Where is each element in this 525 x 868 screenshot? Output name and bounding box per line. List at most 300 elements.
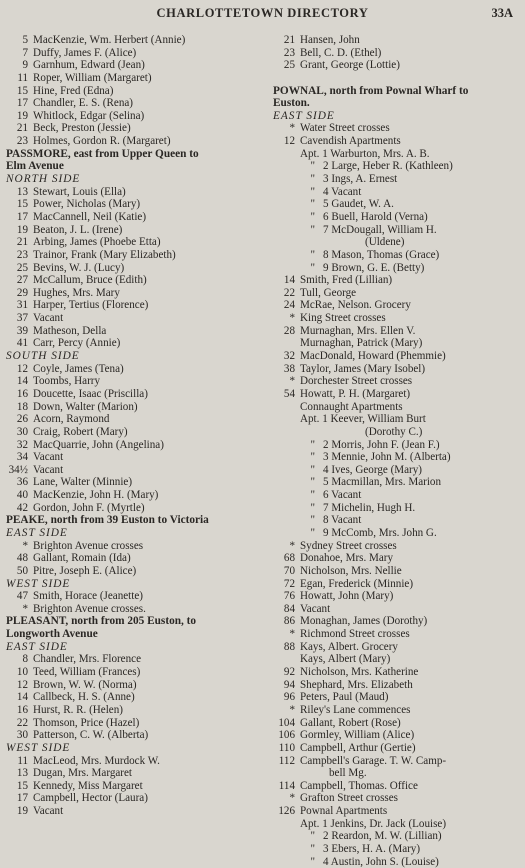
house-number: 12 bbox=[283, 135, 295, 148]
entry-text: 3 Ebers, H. A. (Mary) bbox=[323, 843, 421, 855]
entry-text: Craig, Robert (Mary) bbox=[33, 425, 128, 438]
directory-entry bbox=[6, 401, 268, 414]
entry-text: Peters, Paul (Maud) bbox=[300, 691, 389, 704]
house-number: 21 bbox=[16, 236, 28, 249]
entry-text: 9 McComb, Mrs. John G. bbox=[323, 526, 437, 539]
house-number: " bbox=[310, 198, 315, 211]
entry-text: Vacant bbox=[300, 602, 331, 615]
directory-entry bbox=[6, 805, 268, 818]
house-number: 126 bbox=[278, 805, 295, 818]
entry-text: Elm Avenue bbox=[6, 160, 64, 173]
entry-text: 5 Gaudet, W. A. bbox=[323, 198, 394, 211]
entry-text: PEAKE, north from 39 Euston to Victoria bbox=[6, 514, 209, 527]
directory-entry bbox=[6, 565, 268, 578]
directory-entry bbox=[273, 540, 523, 553]
entry-text: MacKenzie, John H. (Mary) bbox=[33, 489, 159, 502]
directory-entry bbox=[6, 603, 268, 616]
street-heading bbox=[6, 615, 268, 628]
entry-text: WEST SIDE bbox=[6, 577, 71, 590]
entry-text: 2 Reardon, M. W. (Lillian) bbox=[323, 830, 442, 843]
entry-text: PASSMORE, east from Upper Queen to bbox=[6, 147, 199, 160]
entry-text: Garnhum, Edward (Jean) bbox=[33, 59, 145, 72]
directory-entry bbox=[6, 198, 268, 211]
directory-entry bbox=[273, 628, 523, 641]
house-number: 38 bbox=[283, 362, 295, 375]
entry-text: Apt. 1 Warburton, Mrs. A. B. bbox=[300, 147, 430, 160]
entry-text: Egan, Frederick (Minnie) bbox=[300, 577, 414, 590]
entry-text: Kennedy, Miss Margaret bbox=[33, 779, 143, 792]
house-number: 11 bbox=[17, 754, 28, 767]
directory-entry bbox=[273, 337, 523, 350]
directory-entry bbox=[6, 110, 268, 123]
house-number: 15 bbox=[16, 198, 28, 211]
directory-entry bbox=[6, 312, 268, 325]
entry-text: Doucette, Isaac (Priscilla) bbox=[33, 387, 148, 400]
entry-text: Chandler, E. S. (Rena) bbox=[33, 97, 133, 110]
directory-entry bbox=[6, 451, 268, 464]
directory-entry bbox=[6, 439, 268, 452]
house-number: 25 bbox=[16, 261, 28, 274]
apartment-unit-entry bbox=[273, 476, 523, 489]
apartment-entry bbox=[273, 148, 523, 161]
entry-text: Campbell's Garage. T. W. Camp- bbox=[300, 754, 447, 767]
house-number: " bbox=[310, 463, 315, 476]
entry-text: Whitlock, Edgar (Selina) bbox=[33, 109, 145, 122]
apartment-unit-entry bbox=[273, 514, 523, 527]
house-number: 94 bbox=[283, 678, 295, 691]
house-number: 106 bbox=[278, 729, 295, 742]
entry-text: 9 Brown, G. E. (Betty) bbox=[323, 261, 425, 274]
directory-entry bbox=[6, 363, 268, 376]
house-number: " bbox=[310, 514, 315, 527]
house-number: 12 bbox=[16, 362, 28, 375]
house-number: 8 bbox=[22, 653, 28, 666]
apartment-entry bbox=[273, 818, 523, 831]
house-number: 112 bbox=[278, 754, 295, 767]
entry-text: Gallant, Romain (Ida) bbox=[33, 552, 131, 565]
house-number: " bbox=[310, 261, 315, 274]
house-number: 17 bbox=[16, 792, 28, 805]
directory-entry bbox=[6, 767, 268, 780]
entry-text: Brighton Avenue crosses bbox=[33, 539, 144, 552]
house-number: 50 bbox=[16, 564, 28, 577]
entry-text: 3 Mennie, John M. (Alberta) bbox=[323, 451, 451, 464]
entry-text: Beaton, J. L. (Irene) bbox=[33, 223, 123, 236]
house-number: " bbox=[310, 855, 315, 868]
entry-text: Gallant, Robert (Rose) bbox=[300, 716, 401, 729]
entry-text: Hurst, R. R. (Helen) bbox=[33, 703, 123, 716]
entry-text: Smith, Horace (Jeanette) bbox=[33, 590, 143, 603]
entry-text: EAST SIDE bbox=[6, 526, 68, 539]
entry-text: Vacant bbox=[33, 805, 64, 818]
house-number: " bbox=[310, 843, 315, 855]
directory-entry bbox=[6, 729, 268, 742]
directory-entry bbox=[273, 388, 523, 401]
entry-text: MacKenzie, Wm. Herbert (Annie) bbox=[33, 34, 186, 46]
directory-entry bbox=[273, 691, 523, 704]
house-number: 27 bbox=[16, 274, 28, 287]
entry-text: EAST SIDE bbox=[6, 640, 68, 653]
house-number: * bbox=[289, 792, 295, 805]
house-number: 9 bbox=[22, 59, 28, 72]
side-heading bbox=[6, 578, 268, 591]
house-number: 34½ bbox=[8, 463, 28, 476]
house-number: 16 bbox=[16, 703, 28, 716]
house-number: 22 bbox=[283, 286, 295, 299]
continuation-line bbox=[273, 767, 523, 780]
house-number: 40 bbox=[16, 489, 28, 502]
directory-entry bbox=[6, 780, 268, 793]
house-number: 7 bbox=[22, 46, 28, 59]
entry-text: Grant, George (Lottie) bbox=[300, 59, 400, 72]
entry-text: Stewart, Louis (Ella) bbox=[33, 185, 126, 198]
directory-entry bbox=[273, 312, 523, 325]
directory-entry bbox=[6, 262, 268, 275]
entry-text: Howatt, P. H. (Margaret) bbox=[300, 387, 411, 400]
entry-text: Brown, W. W. (Norma) bbox=[33, 678, 137, 691]
entry-text: 6 Vacant bbox=[323, 489, 362, 502]
house-number: 36 bbox=[16, 476, 28, 489]
directory-entry bbox=[6, 590, 268, 603]
entry-text: (Dorothy C.) bbox=[365, 425, 423, 438]
house-number: " bbox=[310, 526, 315, 539]
house-number: 21 bbox=[283, 34, 295, 46]
entry-text: Nicholson, Mrs. Nellie bbox=[300, 564, 402, 577]
entry-text: 4 Ives, George (Mary) bbox=[323, 463, 422, 476]
house-number: 17 bbox=[16, 97, 28, 110]
directory-entry bbox=[273, 590, 523, 603]
house-number: * bbox=[289, 628, 295, 641]
entry-text: Arbing, James (Phoebe Etta) bbox=[33, 236, 161, 249]
directory-entry bbox=[6, 325, 268, 338]
apartment-unit-entry bbox=[273, 186, 523, 199]
directory-entry bbox=[6, 704, 268, 717]
blank-line bbox=[273, 72, 523, 85]
entry-text: Richmond Street crosses bbox=[300, 628, 410, 641]
house-number: 14 bbox=[283, 274, 295, 287]
entry-text: King Street crosses bbox=[300, 312, 386, 325]
entry-text: Pownal Apartments bbox=[300, 805, 388, 818]
entry-text: POWNAL, north from Pownal Wharf to bbox=[273, 84, 469, 97]
entry-text: Holmes, Gordon R. (Margaret) bbox=[33, 135, 171, 148]
house-number: 15 bbox=[16, 84, 28, 97]
house-number: 19 bbox=[16, 109, 28, 122]
house-number: 104 bbox=[278, 716, 295, 729]
entry-text: Vacant bbox=[33, 312, 64, 325]
side-heading bbox=[6, 350, 268, 363]
house-number: " bbox=[310, 438, 315, 451]
directory-entry bbox=[273, 325, 523, 338]
house-number: 5 bbox=[22, 34, 28, 46]
directory-entry bbox=[273, 641, 523, 654]
directory-entry bbox=[6, 72, 268, 85]
entry-text: NORTH SIDE bbox=[6, 173, 81, 186]
directory-entry bbox=[6, 464, 268, 477]
house-number: " bbox=[310, 223, 315, 236]
house-number: 41 bbox=[16, 337, 28, 350]
house-number: 86 bbox=[283, 615, 295, 628]
entry-text: Roper, William (Margaret) bbox=[33, 71, 152, 84]
directory-entry bbox=[6, 85, 268, 98]
side-heading bbox=[273, 110, 523, 123]
street-heading bbox=[6, 160, 268, 173]
house-number: 48 bbox=[16, 552, 28, 565]
directory-entry bbox=[273, 755, 523, 768]
house-number: 28 bbox=[283, 324, 295, 337]
house-number: 17 bbox=[16, 210, 28, 223]
entry-text: 2 Large, Heber R. (Kathleen) bbox=[323, 160, 453, 173]
entry-text: Power, Nicholas (Mary) bbox=[33, 198, 141, 211]
continuation-line bbox=[273, 236, 523, 249]
house-number: 26 bbox=[16, 413, 28, 426]
apartment-unit-entry bbox=[273, 843, 523, 856]
side-heading bbox=[6, 742, 268, 755]
entry-text: Gordon, John F. (Myrtle) bbox=[33, 501, 145, 514]
entry-text: SOUTH SIDE bbox=[6, 350, 80, 363]
directory-entry bbox=[273, 122, 523, 135]
entry-text: Trainor, Frank (Mary Elizabeth) bbox=[33, 248, 176, 261]
house-number: 114 bbox=[278, 779, 295, 792]
house-number: 72 bbox=[283, 577, 295, 590]
entry-text: Cavendish Apartments bbox=[300, 135, 401, 148]
entry-text: Murnaghan, Mrs. Ellen V. bbox=[300, 324, 416, 337]
side-heading bbox=[6, 527, 268, 540]
house-number: 11 bbox=[17, 71, 28, 84]
entry-text: Callbeck, H. S. (Anne) bbox=[33, 691, 135, 704]
directory-entry bbox=[6, 236, 268, 249]
entry-text: 6 Buell, Harold (Verna) bbox=[323, 210, 428, 223]
house-number: * bbox=[289, 375, 295, 388]
street-heading bbox=[273, 97, 523, 110]
house-number: * bbox=[22, 539, 28, 552]
directory-entry bbox=[6, 249, 268, 262]
house-number: 14 bbox=[16, 691, 28, 704]
house-number: 19 bbox=[16, 805, 28, 818]
house-number: * bbox=[22, 602, 28, 615]
house-number: 13 bbox=[16, 185, 28, 198]
apartment-unit-entry bbox=[273, 502, 523, 515]
directory-entry bbox=[273, 135, 523, 148]
house-number: 92 bbox=[283, 666, 295, 679]
directory-entry bbox=[6, 476, 268, 489]
entry-text: Thomson, Price (Hazel) bbox=[33, 716, 140, 729]
entry-text: Apt. 1 Keever, William Burt bbox=[300, 413, 426, 426]
apartment-unit-entry bbox=[273, 160, 523, 173]
entry-text: (Uldene) bbox=[365, 236, 405, 249]
entry-text: Matheson, Della bbox=[33, 324, 107, 337]
entry-text: Bevins, W. J. (Lucy) bbox=[33, 261, 125, 274]
entry-text: Grafton Street crosses bbox=[300, 792, 398, 805]
entry-text: MacQuarrie, John (Angelina) bbox=[33, 438, 164, 451]
house-number: * bbox=[289, 312, 295, 325]
house-number: 34 bbox=[16, 451, 28, 464]
directory-entry bbox=[6, 552, 268, 565]
entry-text: PLEASANT, north from 205 Euston, to bbox=[6, 615, 197, 628]
house-number: 19 bbox=[16, 223, 28, 236]
house-number: " bbox=[310, 501, 315, 514]
house-number: 16 bbox=[16, 387, 28, 400]
house-number: 14 bbox=[16, 375, 28, 388]
side-heading bbox=[6, 641, 268, 654]
entry-text: Water Street crosses bbox=[300, 122, 390, 135]
directory-entry bbox=[273, 287, 523, 300]
page-number: 33A bbox=[491, 6, 513, 20]
directory-entry bbox=[273, 742, 523, 755]
house-number: 96 bbox=[283, 691, 295, 704]
directory-entry bbox=[273, 34, 523, 47]
directory-entry bbox=[273, 274, 523, 287]
entry-text: Dugan, Mrs. Margaret bbox=[33, 767, 132, 780]
apartment-unit-entry bbox=[273, 249, 523, 262]
directory-entry bbox=[6, 666, 268, 679]
directory-entry bbox=[273, 350, 523, 363]
house-number: 24 bbox=[283, 299, 295, 312]
entry-text: Monaghan, James (Dorothy) bbox=[300, 615, 428, 628]
entry-text: EAST SIDE bbox=[273, 109, 335, 122]
entry-text: Donahoe, Mrs. Mary bbox=[300, 552, 394, 565]
house-number: " bbox=[310, 248, 315, 261]
entry-text: Riley's Lane commences bbox=[300, 703, 411, 716]
entry-text: MacDonald, Howard (Phemmie) bbox=[300, 350, 446, 363]
directory-entry bbox=[6, 717, 268, 730]
house-number: 30 bbox=[16, 729, 28, 742]
entry-text: 8 Vacant bbox=[323, 514, 362, 527]
house-number: 68 bbox=[283, 552, 295, 565]
side-heading bbox=[6, 173, 268, 186]
house-number: 39 bbox=[16, 324, 28, 337]
house-number: 42 bbox=[16, 501, 28, 514]
house-number: 88 bbox=[283, 640, 295, 653]
continuation-line bbox=[273, 426, 523, 439]
directory-entry bbox=[6, 97, 268, 110]
house-number: 110 bbox=[278, 741, 295, 754]
directory-entry bbox=[6, 388, 268, 401]
house-number: " bbox=[310, 185, 315, 198]
house-number: 29 bbox=[16, 286, 28, 299]
directory-entry bbox=[273, 780, 523, 793]
house-number: * bbox=[289, 539, 295, 552]
apartment-unit-entry bbox=[273, 489, 523, 502]
house-number: 21 bbox=[16, 122, 28, 135]
entry-text: MacLeod, Mrs. Murdock W. bbox=[33, 754, 160, 767]
entry-text: 4 Vacant bbox=[323, 185, 362, 198]
directory-entry bbox=[6, 34, 268, 47]
entry-text: 7 McDougall, William H. bbox=[323, 223, 437, 236]
street-heading bbox=[6, 148, 268, 161]
directory-entry bbox=[273, 615, 523, 628]
entry-text: Dorchester Street crosses bbox=[300, 375, 413, 388]
house-number: 23 bbox=[283, 46, 295, 59]
entry-text: Duffy, James F. (Alice) bbox=[33, 46, 137, 59]
directory-entry bbox=[273, 59, 523, 72]
entry-text: Sydney Street crosses bbox=[300, 539, 397, 552]
directory-entry bbox=[6, 337, 268, 350]
directory-entry bbox=[6, 135, 268, 148]
directory-entry bbox=[6, 47, 268, 60]
entry-text: Hughes, Mrs. Mary bbox=[33, 286, 120, 299]
directory-entry bbox=[6, 59, 268, 72]
entry-text: Pitre, Joseph E. (Alice) bbox=[33, 564, 137, 577]
entry-text: Hine, Fred (Edna) bbox=[33, 84, 114, 97]
directory-entry bbox=[273, 401, 523, 414]
entry-text: Campbell, Hector (Laura) bbox=[33, 792, 148, 805]
entry-text: Connaught Apartments bbox=[300, 400, 403, 413]
house-number: 15 bbox=[16, 779, 28, 792]
directory-entry bbox=[6, 287, 268, 300]
house-number: 54 bbox=[283, 387, 295, 400]
house-number: 23 bbox=[16, 248, 28, 261]
apartment-unit-entry bbox=[273, 198, 523, 211]
entry-text: Teed, William (Frances) bbox=[33, 666, 141, 679]
apartment-unit-entry bbox=[273, 451, 523, 464]
entry-text: Hansen, John bbox=[300, 34, 360, 46]
house-number: " bbox=[310, 476, 315, 489]
house-number: 47 bbox=[16, 590, 28, 603]
entry-text: bell Mg. bbox=[329, 767, 367, 780]
entry-text: WEST SIDE bbox=[6, 741, 71, 754]
entry-text: Harper, Tertius (Florence) bbox=[33, 299, 149, 312]
entry-text: 5 Macmillan, Mrs. Marion bbox=[323, 476, 442, 489]
directory-entry bbox=[273, 603, 523, 616]
entry-text: Nicholson, Mrs. Katherine bbox=[300, 666, 419, 679]
directory-entry bbox=[273, 805, 523, 818]
entry-text: Carr, Percy (Annie) bbox=[33, 337, 121, 350]
page-title: CHARLOTTETOWN DIRECTORY bbox=[156, 6, 369, 20]
directory-entry bbox=[6, 211, 268, 224]
apartment-unit-entry bbox=[273, 527, 523, 540]
house-number: " bbox=[310, 451, 315, 464]
house-number: * bbox=[289, 122, 295, 135]
directory-entry bbox=[6, 274, 268, 287]
apartment-unit-entry bbox=[273, 224, 523, 237]
directory-entry bbox=[6, 679, 268, 692]
directory-entry bbox=[6, 375, 268, 388]
street-heading bbox=[6, 628, 268, 641]
house-number: 84 bbox=[283, 602, 295, 615]
directory-entry bbox=[273, 375, 523, 388]
entry-text: Taylor, James (Mary Isobel) bbox=[300, 362, 426, 375]
entry-text: Gormley, William (Alice) bbox=[300, 729, 415, 742]
directory-entry bbox=[273, 578, 523, 591]
entry-text: Campbell, Arthur (Gertie) bbox=[300, 741, 416, 754]
entry-text: 4 Austin, John S. (Louise) bbox=[323, 855, 439, 868]
directory-entry bbox=[6, 224, 268, 237]
directory-entry bbox=[6, 299, 268, 312]
apartment-unit-entry bbox=[273, 439, 523, 452]
entry-text: 3 Ings, A. Ernest bbox=[323, 173, 398, 186]
directory-entry bbox=[6, 413, 268, 426]
entry-text: MacCannell, Neil (Katie) bbox=[33, 210, 147, 223]
entry-text: Vacant bbox=[33, 463, 64, 476]
street-heading bbox=[6, 514, 268, 527]
entry-text: Coyle, James (Tena) bbox=[33, 362, 124, 375]
house-number: " bbox=[310, 210, 315, 223]
entry-text: Longworth Avenue bbox=[6, 628, 98, 641]
entry-text: 2 Morris, John F. (Jean F.) bbox=[323, 438, 440, 451]
house-number: 13 bbox=[16, 767, 28, 780]
house-number: 10 bbox=[16, 666, 28, 679]
directory-entry bbox=[273, 363, 523, 376]
directory-entry bbox=[273, 792, 523, 805]
house-number: " bbox=[310, 173, 315, 186]
directory-entry bbox=[273, 704, 523, 717]
entry-text: Acorn, Raymond bbox=[33, 413, 110, 426]
house-number: " bbox=[310, 160, 315, 173]
house-number: 70 bbox=[283, 564, 295, 577]
entry-text: Brighton Avenue crosses. bbox=[33, 602, 146, 615]
entry-text: Apt. 1 Jenkins, Dr. Jack (Louise) bbox=[300, 817, 447, 830]
apartment-entry bbox=[273, 413, 523, 426]
